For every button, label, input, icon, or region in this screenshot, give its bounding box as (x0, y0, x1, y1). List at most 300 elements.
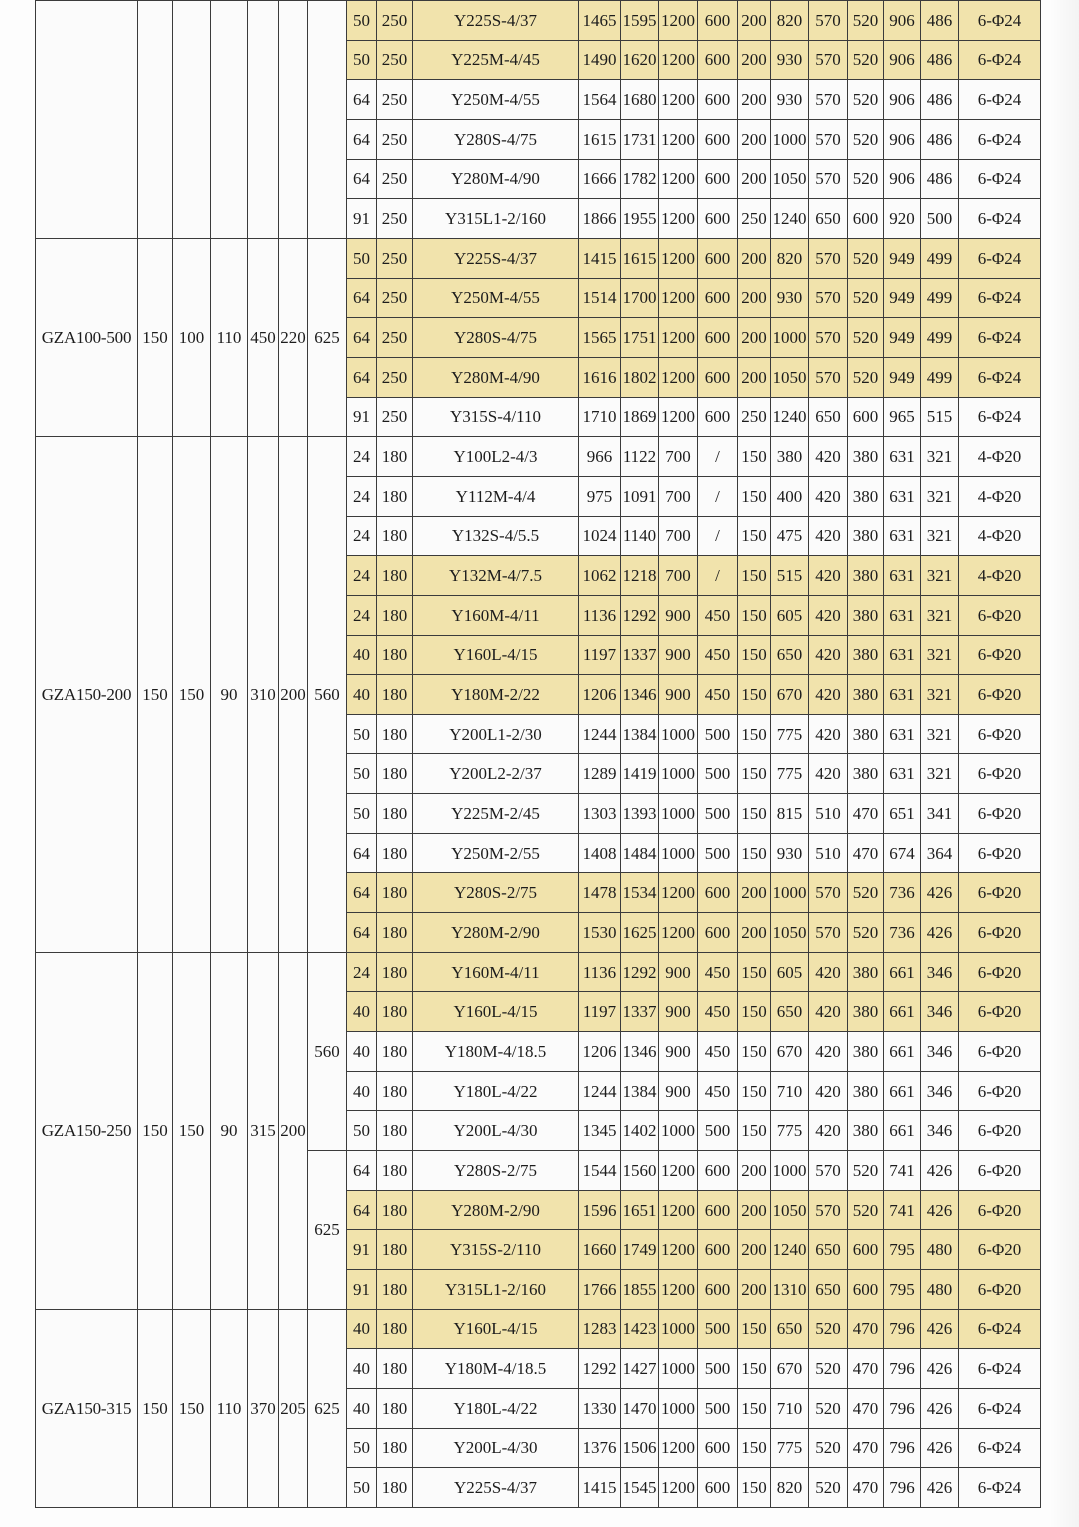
motor-model-cell: Y160L-4/15 (413, 635, 579, 675)
bolt-spec-cell: 6-Φ24 (959, 40, 1041, 80)
value-cell: 1869 (621, 397, 659, 437)
bolt-spec-cell: 6-Φ24 (959, 159, 1041, 199)
value-cell: 200 (738, 159, 771, 199)
motor-model-cell: Y225S-4/37 (413, 238, 579, 278)
value-cell: 40 (347, 675, 377, 715)
value-cell: / (698, 437, 738, 477)
dimension-cell (138, 1, 173, 239)
value-cell: 50 (347, 238, 377, 278)
motor-model-cell: Y132M-4/7.5 (413, 556, 579, 596)
value-cell: 1200 (659, 278, 698, 318)
bolt-spec-cell: 4-Φ20 (959, 516, 1041, 556)
value-cell: 520 (848, 40, 884, 80)
value-cell: 480 (921, 1230, 959, 1270)
value-cell: 670 (771, 675, 809, 715)
value-cell: 499 (921, 357, 959, 397)
table-row (36, 1309, 1041, 1349)
value-cell: 900 (659, 595, 698, 635)
value-cell: 50 (347, 1111, 377, 1151)
bolt-spec-cell: 6-Φ24 (959, 238, 1041, 278)
value-cell: 949 (884, 238, 921, 278)
value-cell: 150 (738, 1468, 771, 1508)
value-cell: 600 (698, 1270, 738, 1310)
value-cell: 380 (848, 516, 884, 556)
value-cell: 661 (884, 1111, 921, 1151)
value-cell: 180 (377, 873, 413, 913)
value-cell: 1490 (579, 40, 621, 80)
value-cell: 796 (884, 1468, 921, 1508)
value-cell: 600 (848, 1270, 884, 1310)
value-cell: 200 (738, 1190, 771, 1230)
value-cell: 1050 (771, 159, 809, 199)
value-cell: 1855 (621, 1270, 659, 1310)
value-cell: 906 (884, 80, 921, 120)
dimension-cell: 90 (211, 437, 248, 953)
value-cell: 1544 (579, 1151, 621, 1191)
motor-model-cell: Y315S-2/110 (413, 1230, 579, 1270)
value-cell: 510 (809, 833, 848, 873)
value-cell: 200 (738, 238, 771, 278)
value-cell: 674 (884, 833, 921, 873)
motor-model-cell: Y180M-4/18.5 (413, 1032, 579, 1072)
value-cell: 520 (809, 1428, 848, 1468)
value-cell: 64 (347, 159, 377, 199)
value-cell: 1000 (659, 1388, 698, 1428)
value-cell: 650 (809, 1230, 848, 1270)
value-cell: 1000 (659, 714, 698, 754)
value-cell: 321 (921, 635, 959, 675)
value-cell: 180 (377, 635, 413, 675)
bolt-spec-cell: 6-Φ20 (959, 1270, 1041, 1310)
value-cell: 1393 (621, 794, 659, 834)
value-cell: 480 (921, 1270, 959, 1310)
value-cell: 1000 (659, 833, 698, 873)
value-cell: 150 (738, 1111, 771, 1151)
value-cell: 150 (738, 1349, 771, 1389)
value-cell: 380 (848, 556, 884, 596)
value-cell: 631 (884, 556, 921, 596)
value-cell: 820 (771, 1, 809, 41)
value-cell: 600 (698, 1, 738, 41)
value-cell: 500 (698, 714, 738, 754)
value-cell: 1206 (579, 1032, 621, 1072)
value-cell: 1749 (621, 1230, 659, 1270)
value-cell: 1802 (621, 357, 659, 397)
value-cell: 570 (809, 119, 848, 159)
value-cell: 50 (347, 1468, 377, 1508)
value-cell: 515 (921, 397, 959, 437)
motor-model-cell: Y250M-4/55 (413, 278, 579, 318)
value-cell: 1283 (579, 1309, 621, 1349)
value-cell: 966 (579, 437, 621, 477)
value-cell: 450 (698, 675, 738, 715)
value-cell: 150 (738, 476, 771, 516)
value-cell: 1346 (621, 675, 659, 715)
value-cell: 775 (771, 754, 809, 794)
value-cell: 500 (698, 1388, 738, 1428)
value-cell: 200 (738, 1151, 771, 1191)
value-cell: 900 (659, 1032, 698, 1072)
value-cell: 949 (884, 318, 921, 358)
bolt-spec-cell: 6-Φ20 (959, 754, 1041, 794)
value-cell: 64 (347, 357, 377, 397)
value-cell: 321 (921, 556, 959, 596)
value-cell: 200 (738, 873, 771, 913)
value-cell: 380 (848, 437, 884, 477)
value-cell: 570 (809, 318, 848, 358)
motor-model-cell: Y250M-4/55 (413, 80, 579, 120)
value-cell: 380 (848, 754, 884, 794)
value-cell: 1200 (659, 357, 698, 397)
value-cell: 1565 (579, 318, 621, 358)
value-cell: 605 (771, 952, 809, 992)
value-cell: 1660 (579, 1230, 621, 1270)
value-cell: 796 (884, 1388, 921, 1428)
value-cell: 24 (347, 595, 377, 635)
value-cell: 200 (738, 40, 771, 80)
bolt-spec-cell: 6-Φ20 (959, 913, 1041, 953)
value-cell: 486 (921, 80, 959, 120)
value-cell: 920 (884, 199, 921, 239)
value-cell: 180 (377, 1468, 413, 1508)
table-row (36, 952, 1041, 992)
value-cell: 949 (884, 278, 921, 318)
value-cell: 1024 (579, 516, 621, 556)
value-cell: 380 (848, 595, 884, 635)
value-cell: 510 (809, 794, 848, 834)
value-cell: / (698, 516, 738, 556)
value-cell: 180 (377, 476, 413, 516)
value-cell: 1620 (621, 40, 659, 80)
value-cell: 380 (848, 476, 884, 516)
value-cell: 321 (921, 595, 959, 635)
value-cell: 24 (347, 556, 377, 596)
bolt-spec-cell: 6-Φ24 (959, 1309, 1041, 1349)
dimension-cell: 625 (308, 238, 347, 436)
value-cell: 426 (921, 913, 959, 953)
value-cell: 426 (921, 1388, 959, 1428)
dimension-cell: 150 (138, 1309, 173, 1507)
value-cell: 500 (921, 199, 959, 239)
value-cell: 600 (698, 913, 738, 953)
motor-model-cell: Y132S-4/5.5 (413, 516, 579, 556)
value-cell: 631 (884, 595, 921, 635)
value-cell: 650 (771, 992, 809, 1032)
dimension-cell: 150 (173, 1309, 211, 1507)
bolt-spec-cell: 6-Φ20 (959, 675, 1041, 715)
value-cell: 700 (659, 476, 698, 516)
value-cell: 380 (848, 635, 884, 675)
bolt-spec-cell: 6-Φ24 (959, 318, 1041, 358)
bolt-spec-cell: 6-Φ20 (959, 952, 1041, 992)
value-cell: 1465 (579, 1, 621, 41)
value-cell: 1408 (579, 833, 621, 873)
value-cell: 150 (738, 635, 771, 675)
value-cell: 499 (921, 318, 959, 358)
value-cell: 1200 (659, 1230, 698, 1270)
value-cell: 1000 (771, 119, 809, 159)
value-cell: 1470 (621, 1388, 659, 1428)
value-cell: 380 (848, 1032, 884, 1072)
value-cell: 200 (738, 119, 771, 159)
value-cell: 900 (659, 952, 698, 992)
value-cell: 180 (377, 1270, 413, 1310)
value-cell: 1200 (659, 318, 698, 358)
value-cell: 930 (771, 40, 809, 80)
value-cell: 24 (347, 952, 377, 992)
bolt-spec-cell: 4-Φ20 (959, 556, 1041, 596)
value-cell: 600 (698, 1230, 738, 1270)
value-cell: 570 (809, 159, 848, 199)
value-cell: 570 (809, 1, 848, 41)
value-cell: 200 (738, 278, 771, 318)
value-cell: 499 (921, 238, 959, 278)
value-cell: 450 (698, 1071, 738, 1111)
dimension-cell (308, 1, 347, 239)
value-cell: 180 (377, 437, 413, 477)
value-cell: 1000 (659, 1309, 698, 1349)
value-cell: 1560 (621, 1151, 659, 1191)
dimension-cell: 370 (248, 1309, 279, 1507)
value-cell: 520 (809, 1388, 848, 1428)
motor-model-cell: Y200L1-2/30 (413, 714, 579, 754)
value-cell: 975 (579, 476, 621, 516)
value-cell: 1700 (621, 278, 659, 318)
value-cell: 570 (809, 1190, 848, 1230)
value-cell: 1484 (621, 833, 659, 873)
value-cell: 820 (771, 1468, 809, 1508)
value-cell: 570 (809, 40, 848, 80)
value-cell: 631 (884, 635, 921, 675)
value-cell: 500 (698, 1111, 738, 1151)
value-cell: 1710 (579, 397, 621, 437)
value-cell: 1240 (771, 397, 809, 437)
value-cell: 250 (377, 199, 413, 239)
motor-model-cell: Y160M-4/11 (413, 952, 579, 992)
value-cell: 1596 (579, 1190, 621, 1230)
value-cell: 321 (921, 675, 959, 715)
value-cell: 906 (884, 159, 921, 199)
value-cell: 426 (921, 1349, 959, 1389)
value-cell: 631 (884, 714, 921, 754)
value-cell: 180 (377, 714, 413, 754)
value-cell: 180 (377, 1388, 413, 1428)
value-cell: 600 (698, 1428, 738, 1468)
dimension-cell: 150 (173, 952, 211, 1309)
value-cell: 250 (738, 397, 771, 437)
value-cell: 475 (771, 516, 809, 556)
value-cell: 321 (921, 516, 959, 556)
value-cell: 150 (738, 1309, 771, 1349)
value-cell: 420 (809, 595, 848, 635)
dimension-cell: 150 (138, 437, 173, 953)
value-cell: 250 (377, 40, 413, 80)
pump-spec-table (35, 0, 1041, 1508)
value-cell: 486 (921, 40, 959, 80)
bolt-spec-cell: 6-Φ20 (959, 873, 1041, 913)
value-cell: 500 (698, 794, 738, 834)
motor-model-cell: Y280S-4/75 (413, 318, 579, 358)
value-cell: 91 (347, 1230, 377, 1270)
value-cell: 180 (377, 1309, 413, 1349)
value-cell: 520 (848, 119, 884, 159)
value-cell: 1310 (771, 1270, 809, 1310)
value-cell: 50 (347, 794, 377, 834)
motor-model-cell: Y180L-4/22 (413, 1071, 579, 1111)
motor-model-cell: Y280S-4/75 (413, 119, 579, 159)
value-cell: 820 (771, 238, 809, 278)
value-cell: 380 (848, 1071, 884, 1111)
value-cell: 400 (771, 476, 809, 516)
value-cell: 570 (809, 913, 848, 953)
value-cell: 600 (698, 873, 738, 913)
value-cell: 1478 (579, 873, 621, 913)
value-cell: 1000 (771, 873, 809, 913)
value-cell: 200 (738, 1230, 771, 1270)
value-cell: 600 (698, 199, 738, 239)
value-cell: 364 (921, 833, 959, 873)
value-cell: 1337 (621, 635, 659, 675)
value-cell: 346 (921, 952, 959, 992)
motor-model-cell: Y280M-4/90 (413, 159, 579, 199)
value-cell: 631 (884, 754, 921, 794)
bolt-spec-cell: 6-Φ20 (959, 1111, 1041, 1151)
motor-model-cell: Y280M-2/90 (413, 913, 579, 953)
value-cell: 700 (659, 556, 698, 596)
bolt-spec-cell: 6-Φ20 (959, 794, 1041, 834)
value-cell: 91 (347, 1270, 377, 1310)
model-cell: GZA150-250 (36, 952, 138, 1309)
value-cell: 380 (848, 714, 884, 754)
value-cell: 1200 (659, 119, 698, 159)
value-cell: 631 (884, 476, 921, 516)
value-cell: 200 (738, 1, 771, 41)
value-cell: 1200 (659, 873, 698, 913)
value-cell: 900 (659, 992, 698, 1032)
motor-model-cell: Y200L-4/30 (413, 1111, 579, 1151)
value-cell: 661 (884, 992, 921, 1032)
value-cell: 180 (377, 1032, 413, 1072)
value-cell: 250 (377, 80, 413, 120)
model-cell (36, 1, 138, 239)
value-cell: 91 (347, 199, 377, 239)
motor-model-cell: Y280M-4/90 (413, 357, 579, 397)
value-cell: 200 (738, 357, 771, 397)
value-cell: 150 (738, 833, 771, 873)
value-cell: 1530 (579, 913, 621, 953)
value-cell: 900 (659, 675, 698, 715)
value-cell: 64 (347, 873, 377, 913)
value-cell: 470 (848, 1388, 884, 1428)
value-cell: 180 (377, 754, 413, 794)
dimension-cell: 150 (138, 238, 173, 436)
value-cell: 426 (921, 1151, 959, 1191)
value-cell: 1050 (771, 1190, 809, 1230)
value-cell: 1289 (579, 754, 621, 794)
value-cell: 1200 (659, 1428, 698, 1468)
value-cell: 650 (771, 635, 809, 675)
dimension-cell: 200 (279, 437, 308, 953)
value-cell: 1615 (579, 119, 621, 159)
value-cell: 1000 (659, 1349, 698, 1389)
value-cell: 64 (347, 1151, 377, 1191)
value-cell: 795 (884, 1230, 921, 1270)
bolt-spec-cell: 6-Φ20 (959, 1230, 1041, 1270)
value-cell: 570 (809, 1151, 848, 1191)
dimension-cell: 150 (173, 437, 211, 953)
value-cell: 1136 (579, 952, 621, 992)
value-cell: 1415 (579, 238, 621, 278)
value-cell: 600 (698, 397, 738, 437)
value-cell: 150 (738, 556, 771, 596)
value-cell: 520 (809, 1349, 848, 1389)
value-cell: 1616 (579, 357, 621, 397)
value-cell: 1200 (659, 199, 698, 239)
value-cell: 520 (809, 1468, 848, 1508)
value-cell: 930 (771, 80, 809, 120)
value-cell: 1751 (621, 318, 659, 358)
value-cell: 600 (698, 238, 738, 278)
value-cell: 321 (921, 437, 959, 477)
value-cell: 426 (921, 1190, 959, 1230)
value-cell: 150 (738, 516, 771, 556)
value-cell: 321 (921, 754, 959, 794)
value-cell: 470 (848, 1309, 884, 1349)
value-cell: 661 (884, 952, 921, 992)
value-cell: 775 (771, 1428, 809, 1468)
value-cell: 250 (377, 238, 413, 278)
value-cell: 180 (377, 913, 413, 953)
motor-model-cell: Y160M-4/11 (413, 595, 579, 635)
value-cell: 150 (738, 794, 771, 834)
value-cell: 150 (738, 754, 771, 794)
value-cell: 1200 (659, 1190, 698, 1230)
value-cell: 605 (771, 595, 809, 635)
value-cell: / (698, 556, 738, 596)
value-cell: 486 (921, 159, 959, 199)
value-cell: 180 (377, 833, 413, 873)
dimension-cell: 560 (308, 437, 347, 953)
value-cell: 150 (738, 992, 771, 1032)
value-cell: 50 (347, 1428, 377, 1468)
bolt-spec-cell: 6-Φ24 (959, 1, 1041, 41)
value-cell: 520 (848, 278, 884, 318)
value-cell: 906 (884, 1, 921, 41)
value-cell: 700 (659, 437, 698, 477)
value-cell: 180 (377, 516, 413, 556)
model-cell: GZA150-200 (36, 437, 138, 953)
motor-model-cell: Y250M-2/55 (413, 833, 579, 873)
value-cell: 1136 (579, 595, 621, 635)
value-cell: 1140 (621, 516, 659, 556)
value-cell: 150 (738, 1388, 771, 1428)
value-cell: 420 (809, 714, 848, 754)
value-cell: / (698, 476, 738, 516)
value-cell: 1062 (579, 556, 621, 596)
value-cell: 24 (347, 516, 377, 556)
value-cell: 570 (809, 278, 848, 318)
value-cell: 930 (771, 833, 809, 873)
table-row (36, 1, 1041, 41)
value-cell: 670 (771, 1032, 809, 1072)
spec-table-body (36, 1, 1041, 1508)
value-cell: 1427 (621, 1349, 659, 1389)
value-cell: 570 (809, 357, 848, 397)
value-cell: 520 (848, 913, 884, 953)
value-cell: 420 (809, 516, 848, 556)
motor-model-cell: Y160L-4/15 (413, 992, 579, 1032)
value-cell: 520 (848, 1190, 884, 1230)
